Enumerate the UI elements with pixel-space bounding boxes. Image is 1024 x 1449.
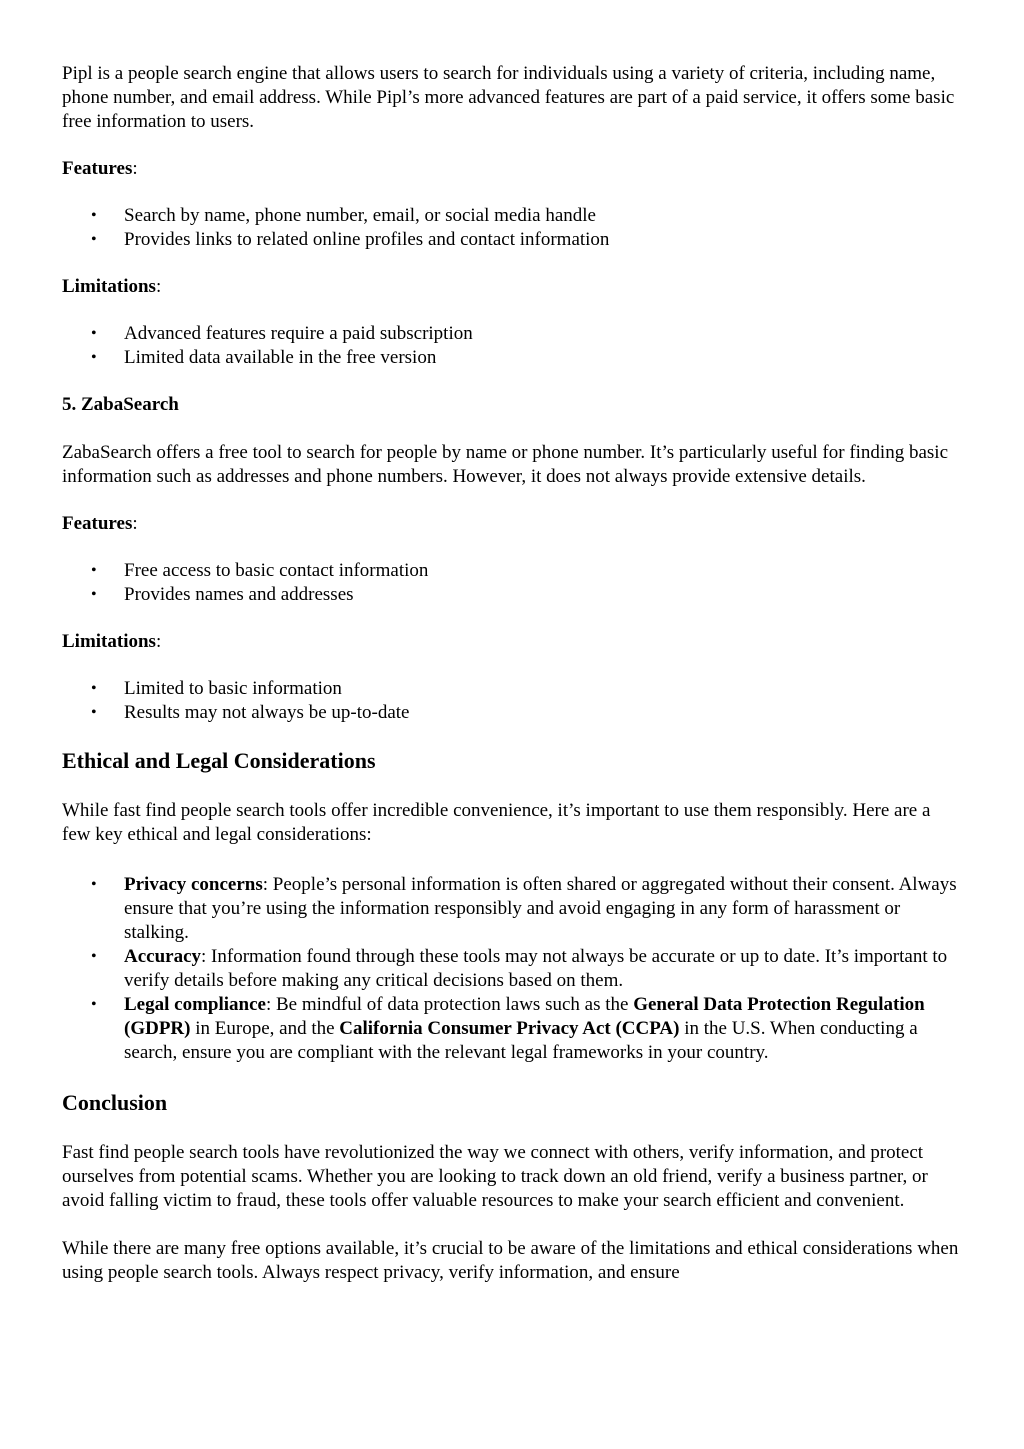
list-item <box>62 873 962 945</box>
bullet-icon: • <box>91 586 97 603</box>
conclusion-paragraph-1: Fast find people search tools have revolutionized the way we connect with others, verify information, and protect ourselves from potential scams. Whether you are looking to track down an old friend, verify a business partner, or avoid falling victim to fraud, these tools offer valuable resources to make your search efficient and convenient. <box>62 1142 928 1211</box>
list-item-text: : People’s personal information is often shared or aggregated without their consent. Always ensure that you’re using the information responsibly and avoid engaging in any form of harassment or stalking. <box>124 874 957 943</box>
bullet-icon: • <box>91 231 97 248</box>
list-item <box>62 583 962 607</box>
pipl-features-label: Features: <box>62 158 138 179</box>
bullet-icon: • <box>91 325 97 342</box>
pipl-features-list <box>62 204 962 252</box>
bullet-icon: • <box>91 876 97 893</box>
bullet-icon: • <box>91 349 97 366</box>
list-item-text: in the U.S. When conducting a search, ensure you are compliant with the relevant legal frameworks in your country. <box>124 1018 918 1063</box>
bullet-icon: • <box>91 996 97 1013</box>
zabasearch-features-label: Features: <box>62 513 138 534</box>
list-item <box>62 701 962 725</box>
zabasearch-limitations-label: Limitations: <box>62 631 162 652</box>
ethics-list <box>62 873 962 1065</box>
zabasearch-features-list <box>62 559 962 607</box>
bullet-icon: • <box>91 680 97 697</box>
zabasearch-limitations-label-text: Limitations <box>62 631 156 652</box>
list-item-text: in Europe, and the <box>190 1018 340 1039</box>
list-item <box>62 945 962 993</box>
list-item-text: : Information found through these tools may not always be accurate or up to date. It’s important to verify details before making any critical decisions based on them. <box>124 946 948 991</box>
list-item-text: : Be mindful of data protection laws such as the <box>265 994 634 1015</box>
list-item <box>62 993 962 1065</box>
list-item <box>62 346 962 370</box>
list-item-text: Limited to basic information <box>124 678 342 699</box>
list-item-term: Accuracy <box>124 946 202 967</box>
bullet-icon: • <box>91 562 97 579</box>
list-item-term: Privacy concerns <box>124 874 263 895</box>
pipl-limitations-label-text: Limitations <box>62 276 156 297</box>
list-item-term: Legal compliance <box>124 994 266 1015</box>
list-item-text: Results may not always be up-to-date <box>124 702 410 723</box>
list-item-text: Limited data available in the free version <box>124 347 437 368</box>
ethics-heading: Ethical and Legal Considerations <box>62 748 376 773</box>
bullet-icon: • <box>91 948 97 965</box>
bullet-icon: • <box>91 704 97 721</box>
zabasearch-features-label-text: Features <box>62 513 133 534</box>
list-item-text: Search by name, phone number, email, or social media handle <box>124 205 596 226</box>
pipl-features-label-text: Features <box>62 158 133 179</box>
gdpr-term: General Data Protection Regulation (GDPR) <box>124 994 925 1039</box>
list-item-text: Provides links to related online profiles and contact information <box>124 229 610 250</box>
list-item <box>62 204 962 228</box>
list-item <box>62 322 962 346</box>
conclusion-heading: Conclusion <box>62 1090 168 1115</box>
list-item <box>62 677 962 701</box>
pipl-limitations-list <box>62 322 962 370</box>
list-item <box>62 559 962 583</box>
list-item-text: Advanced features require a paid subscription <box>124 323 473 344</box>
bullet-icon: • <box>91 207 97 224</box>
list-item-text: Provides names and addresses <box>124 584 354 605</box>
list-item-text: Free access to basic contact information <box>124 560 429 581</box>
document-page <box>62 62 962 1308</box>
zabasearch-heading: 5. ZabaSearch <box>62 394 179 415</box>
ccpa-term: California Consumer Privacy Act (CCPA) <box>339 1018 680 1039</box>
ethics-paragraph: While fast find people search tools offer incredible convenience, it’s important to use them responsibly. Here are a few key ethical and legal considerations: <box>62 800 931 845</box>
conclusion-paragraph-2: While there are many free options available, it’s crucial to be aware of the limitations and ethical considerations when using people search tools. Always respect privacy, verify information, and ensure <box>62 1238 959 1283</box>
zabasearch-paragraph: ZabaSearch offers a free tool to search for people by name or phone number. It’s particularly useful for finding basic information such as addresses and phone numbers. However, it does not always provide extensive details. <box>62 442 948 487</box>
zabasearch-limitations-list <box>62 677 962 725</box>
pipl-intro-paragraph: Pipl is a people search engine that allows users to search for individuals using a variety of criteria, including name, phone number, and email address. While Pipl’s more advanced features are part of a paid service, it offers some basic free information to users. <box>62 63 955 132</box>
list-item <box>62 228 962 252</box>
pipl-limitations-label: Limitations: <box>62 276 162 297</box>
